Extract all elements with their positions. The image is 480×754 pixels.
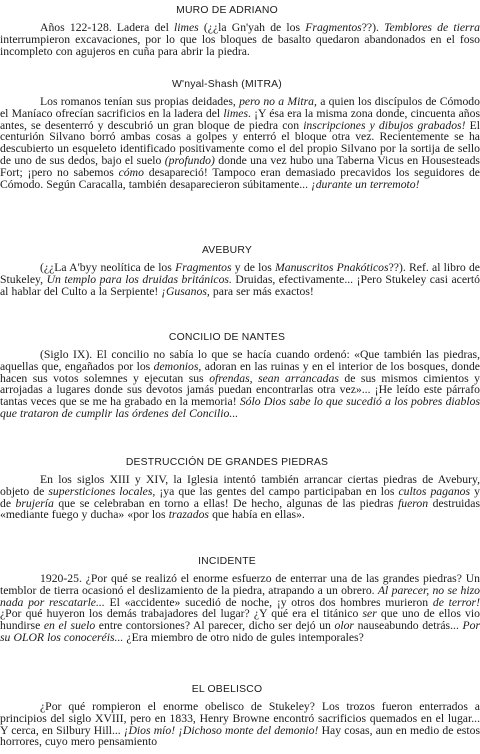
section-paragraph [0,701,480,748]
italic-text: limes [223,106,249,120]
section-concilio-de-nantes [0,331,480,420]
italic-text: Por su OLOR los conoceréis... [0,619,480,644]
text-run: interrumpieron excavaciones, por lo que los bloques de basalto quedaron abandonados en el foso incompleto con agujeros en cuña para abrir la piedra. [0,32,480,58]
section-paragraph [0,96,480,190]
italic-text: Temblores de tierra [384,21,480,34]
section-heading: W'nyal-Shash (MITRA) [172,79,282,90]
text-run: El «accidente» sucedió de noche, ¡y otros dos hombres murieron [104,595,433,609]
text-run: destruidas «mediante fuego y ducha» «por los [0,496,480,522]
text-run: 1920-25. ¿Por qué se realizó el enorme esfuerzo de enterrar una de las grandes piedras? Un temblor de tierra ocasionó el deslizamiento de la piedra, atrapando a un obrero. [0,572,480,597]
section-paragraph [0,262,480,297]
text-run: Hay cosas, aun en medio de estos horrores, cuyo mero pensamiento [0,723,480,749]
text-run: que se celebraban en torno a ellas! De hecho, algunas de las piedras [53,496,399,510]
section-heading: EL OBELISCO [191,684,263,695]
italic-text: pero no a Mitra, [239,95,317,108]
italic-text: brujería [15,496,54,510]
italic-text: ¡Dios mío! ¡Dichoso monte del demonio! [123,723,319,737]
italic-text: (profundo) [164,153,215,167]
section-muro-de-adriano [0,4,480,57]
text-run: El centurión Silvano borró ambas cosas a golpes y enterró el bloque otra vez. Recientemente se ha descubierto un esqueleto identificado positivamente como el del propio Silvano por la sortija de sello de uno de sus dedos, bajo el suelo [0,118,480,167]
text-run: (¿¿la Gn'yah de los [198,21,306,34]
text-run: a quien los discípulos de Cómodo el Maníaco ofrecían sacrificios en la ladera del [0,95,480,120]
section-heading: AVEBURY [201,245,253,256]
text-run: que uno de ellos vio hundirse [0,607,480,633]
section-avebury [0,244,480,297]
italic-text: olor [334,619,354,633]
italic-text: cultos paganos [398,484,471,498]
text-run: de sus mismos cimientos y arrojadas a lugares donde sus devotos jamás puedan encontrarlas otra vez»... ¡He leído este párrafo tantas veces que se me ha grabado en la memoria! [0,371,480,409]
text-run: Druidas, efectivamente... ¡Pero Stukeley casi acertó al hablar del Culto a la Serpiente! [0,272,480,298]
text-run: (Siglo IX). El concilio no sabía lo que se hacía cuando ordenó: «Que también las piedras, aquellas que, engañados por los [0,348,480,373]
text-run: ??). Ref. al libro de Stukeley, [0,261,480,286]
text-run: donde una vez hubo una Taberna Vicus en Housesteads Fort; ¡pero no sabemos [0,153,480,179]
text-run: ??). [361,21,385,34]
text-run: y de [0,484,480,510]
text-run: Años 122-128. Ladera del [40,21,175,34]
italic-text: Fragmentos [305,21,362,34]
text-run: desapareció! Tampoco eran demasiado precavidos los seguidores de Cómodo. Según Caracalla, también desaparecieron súbitamente... [0,165,480,191]
italic-text: demonios, [153,359,202,373]
section-heading: DESTRUCCIÓN DE GRANDES PIEDRAS [125,457,329,468]
text-run: ¡ya que las gentes del campo participaban en los [155,484,399,498]
text-run: ¿Por qué huyeron los demás trabajadores del lugar? ¿Y qué era el titánico [0,607,363,621]
italic-text: en el suelo [43,619,96,633]
section-heading: CONCILIO DE NANTES [168,332,286,343]
section-heading: MURO DE ADRIANO [176,5,278,16]
italic-text: cómo [118,165,144,179]
italic-text: inscripciones y dibujos grabados! [303,118,466,132]
italic-text: trazados [168,508,209,522]
italic-text: Fragmentos [175,261,232,274]
italic-text: de terror! [432,595,480,609]
text-run: y de los [231,261,275,274]
text-run: ¿Era miembro de otro nido de gules intemporales? [123,630,364,644]
italic-text: ser [362,607,377,621]
section-paragraph [0,349,480,420]
text-run: nauseabundo detrás... [353,619,463,633]
text-run: para ser más exactos! [209,284,314,298]
italic-text: ¡durante un terremoto! [311,177,420,191]
text-run: ¿Por qué rompieron el enorme obelisco de Stukeley? Los trozos fueron enterrados a principios del siglo XVIII, pero en 1833, Henry Browne encontró sacrificios quemados en el lugar... Y cerca, en Silbury Hill... [0,700,480,737]
italic-text: supersticiones locales, [48,484,156,498]
text-run: entre contorsiones? Al parecer, dicho ser dejó un [95,619,335,633]
section-heading: INCIDENTE [198,556,256,567]
text-run: (¿¿La A'byy neolítica de los [40,261,176,274]
italic-text: fueron [398,496,429,510]
text-run: adoran en las ruinas y en el interior de los bosques, donde hacen sus votos solemnes y ejecutan sus [0,359,480,385]
italic-text: limes [174,21,199,34]
section-incidente [0,555,480,644]
section-paragraph [0,474,480,521]
italic-text: ¡Gusanos, [161,284,210,298]
text-run: En los siglos XIII y XIV, la Iglesia intentó también arrancar ciertas piedras de Avebury, objeto de [0,473,480,498]
italic-text: Sólo Dios sabe lo que sucedió a los pobres diablos que trataron de cumplir las órdenes del Concilio... [0,395,480,420]
section-mitra [0,78,480,190]
italic-text: Un templo para los druidas británicos. [46,272,232,286]
text-run: . ¡Y ésa era la misma zona donde, cincuenta años antes, se desenterró y descubrió un gran bloque de piedra con [0,106,480,132]
text-run: Los romanos tenían sus propias deidades, [40,95,240,108]
text-run: que había en ellas». [208,508,305,522]
italic-text: Al parecer, no se hizo nada por rescatarle... [0,583,480,609]
italic-text: Manuscritos Pnakóticos [274,261,389,274]
italic-text: ofrendas, sean arrancadas [209,371,339,385]
section-el-obelisco [0,683,480,748]
section-paragraph [0,573,480,644]
section-destruccion-de-grandes-piedras [0,456,480,521]
section-paragraph [0,22,480,57]
